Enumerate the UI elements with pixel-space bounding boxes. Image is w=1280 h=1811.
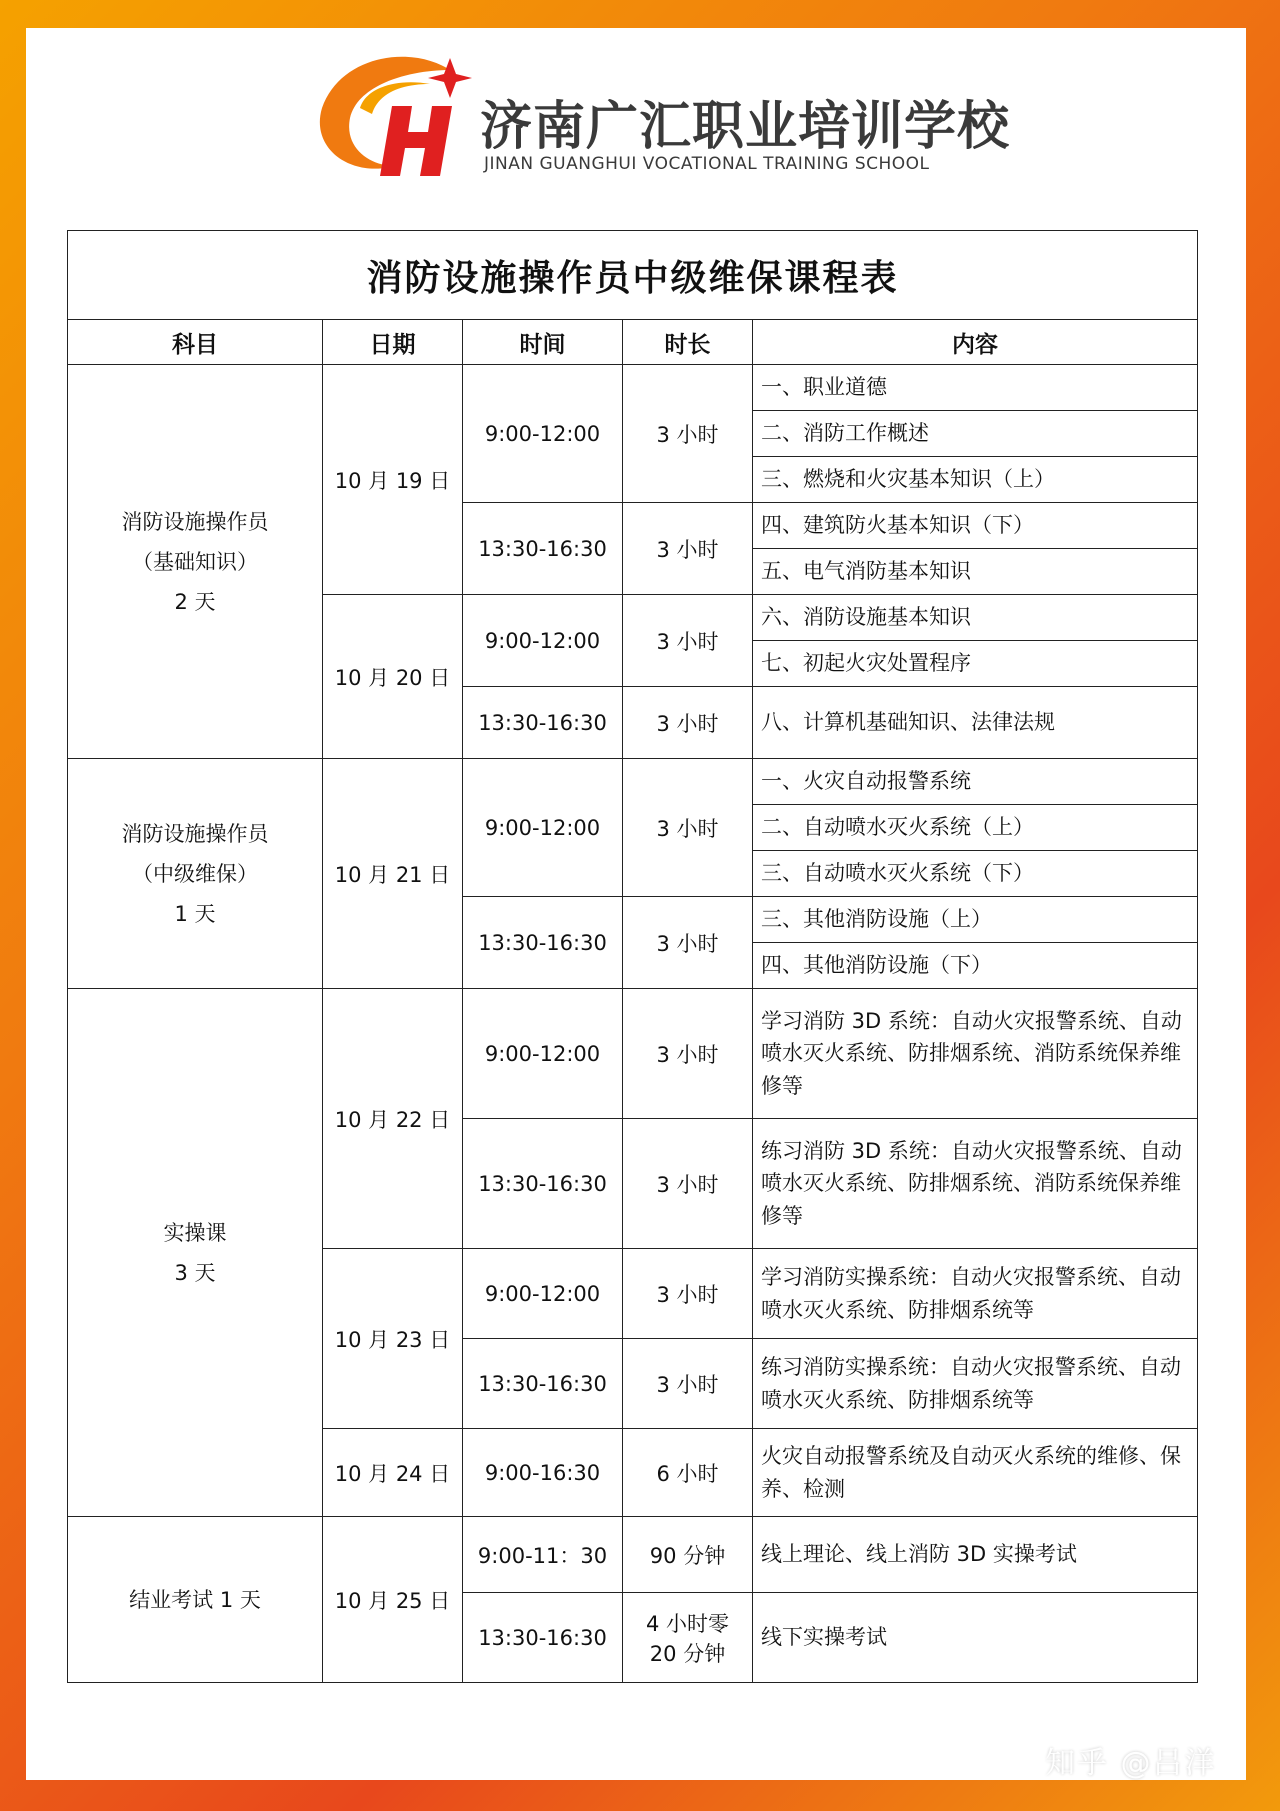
content-cell: 七、初起火灾处置程序 [753,641,1198,687]
time-cell: 13:30-16:30 [463,1339,623,1429]
duration-cell: 3 小时 [623,595,753,687]
duration-cell: 4 小时零 20 分钟 [623,1593,753,1683]
content-cell: 六、消防设施基本知识 [753,595,1198,641]
date-cell: 10 月 24 日 [323,1429,463,1517]
time-cell: 9:00-12:00 [463,595,623,687]
content-cell: 线上理论、线上消防 3D 实操考试 [753,1517,1198,1593]
time-cell: 9:00-12:00 [463,759,623,897]
duration-cell: 3 小时 [623,1119,753,1249]
content-cell: 三、其他消防设施（上） [753,897,1198,943]
content-cell: 火灾自动报警系统及自动灭火系统的维修、保养、检测 [753,1429,1198,1517]
content-cell: 八、计算机基础知识、法律法规 [753,687,1198,759]
date-cell: 10 月 23 日 [323,1249,463,1429]
content-cell: 线下实操考试 [753,1593,1198,1683]
duration-cell: 3 小时 [623,1339,753,1429]
duration-cell: 90 分钟 [623,1517,753,1593]
zhihu-watermark: 知乎 @吕洋 [1045,1746,1217,1781]
subject-cell: 消防设施操作员 （中级维保） 1 天 [68,759,323,989]
time-cell: 9:00-12:00 [463,1249,623,1339]
header-duration: 时长 [623,320,753,365]
header-row [68,320,1198,365]
header-date: 日期 [323,320,463,365]
header-subject: 科目 [68,320,323,365]
content-cell: 三、自动喷水灭火系统（下） [753,851,1198,897]
time-cell: 9:00-11：30 [463,1517,623,1593]
gh-logo-icon [300,48,490,188]
table-title: 消防设施操作员中级维保课程表 [68,231,1198,320]
duration-cell: 3 小时 [623,759,753,897]
time-cell: 9:00-16:30 [463,1429,623,1517]
course-schedule-table [67,230,1198,1683]
school-name-chinese: 济南广汇职业培训学校 [480,97,1011,157]
content-cell: 练习消防实操系统：自动火灾报警系统、自动喷水灭火系统、防排烟系统等 [753,1339,1198,1429]
duration-cell: 3 小时 [623,503,753,595]
content-cell: 练习消防 3D 系统：自动火灾报警系统、自动喷水灭火系统、防排烟系统、消防系统保养维修等 [753,1119,1198,1249]
content-cell: 五、电气消防基本知识 [753,549,1198,595]
school-name-english: JINAN GUANGHUI VOCATIONAL TRAINING SCHOOL [484,154,930,174]
time-cell: 9:00-12:00 [463,365,623,503]
header-content: 内容 [753,320,1198,365]
content-cell: 四、其他消防设施（下） [753,943,1198,989]
time-cell: 13:30-16:30 [463,503,623,595]
duration-cell: 3 小时 [623,365,753,503]
content-cell: 一、职业道德 [753,365,1198,411]
date-cell: 10 月 19 日 [323,365,463,595]
time-cell: 13:30-16:30 [463,897,623,989]
header-time: 时间 [463,320,623,365]
time-cell: 13:30-16:30 [463,687,623,759]
duration-cell: 6 小时 [623,1429,753,1517]
duration-cell: 3 小时 [623,989,753,1119]
duration-cell: 3 小时 [623,1249,753,1339]
date-cell: 10 月 21 日 [323,759,463,989]
content-cell: 学习消防实操系统：自动火灾报警系统、自动喷水灭火系统、防排烟系统等 [753,1249,1198,1339]
content-cell: 一、火灾自动报警系统 [753,759,1198,805]
content-cell: 二、自动喷水灭火系统（上） [753,805,1198,851]
time-cell: 9:00-12:00 [463,989,623,1119]
duration-cell: 3 小时 [623,687,753,759]
date-cell: 10 月 22 日 [323,989,463,1249]
subject-cell: 消防设施操作员 （基础知识） 2 天 [68,365,323,759]
time-cell: 13:30-16:30 [463,1119,623,1249]
date-cell: 10 月 20 日 [323,595,463,759]
time-cell: 13:30-16:30 [463,1593,623,1683]
subject-cell: 结业考试 1 天 [68,1517,323,1683]
content-cell: 四、建筑防火基本知识（下） [753,503,1198,549]
date-cell: 10 月 25 日 [323,1517,463,1683]
duration-cell: 3 小时 [623,897,753,989]
subject-cell: 实操课 3 天 [68,989,323,1517]
content-cell: 三、燃烧和火灾基本知识（上） [753,457,1198,503]
school-logo [300,48,1011,188]
content-cell: 二、消防工作概述 [753,411,1198,457]
content-cell: 学习消防 3D 系统：自动火灾报警系统、自动喷水灭火系统、防排烟系统、消防系统保养维修等 [753,989,1198,1119]
